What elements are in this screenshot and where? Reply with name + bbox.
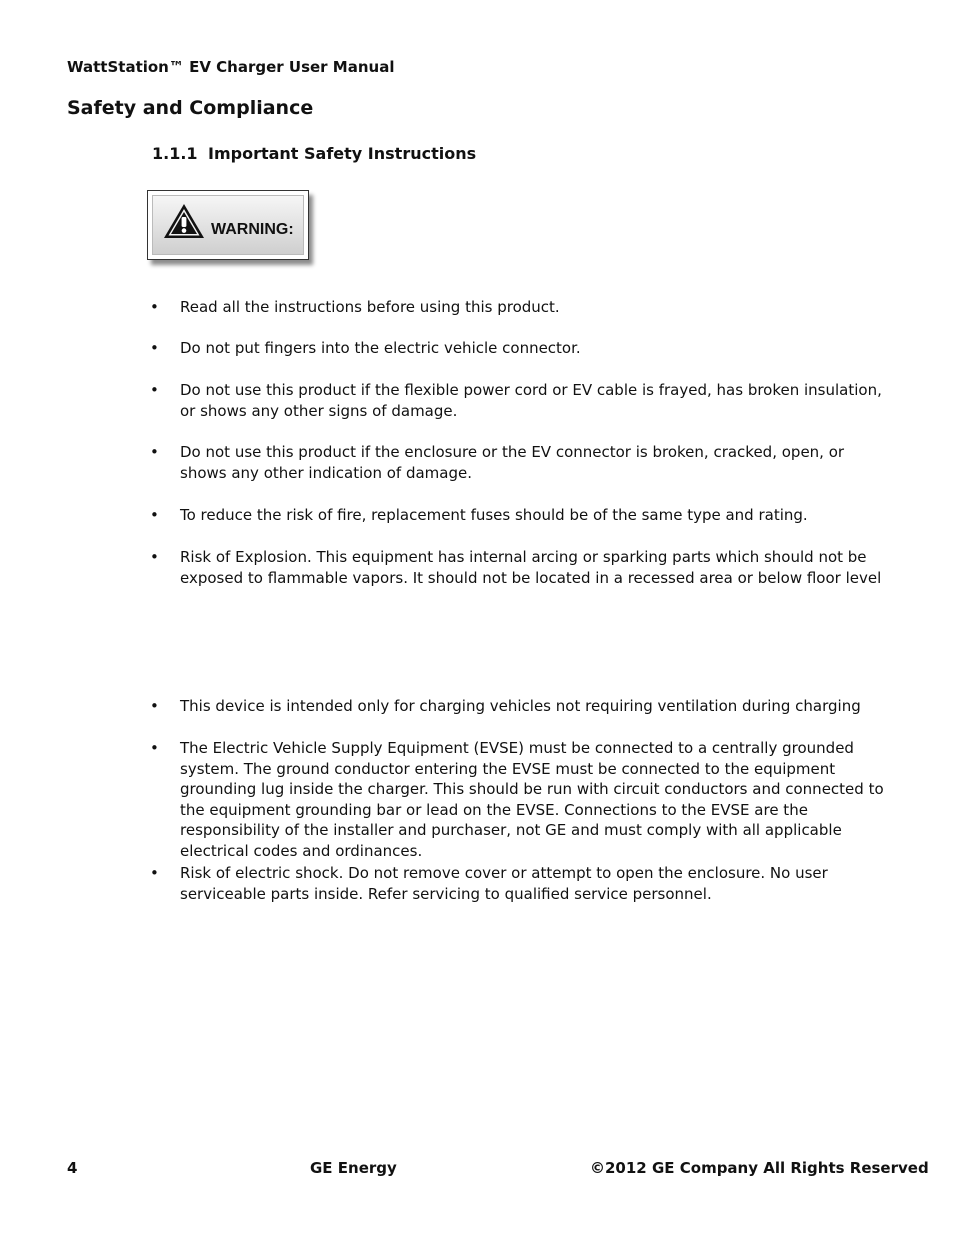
bullet-icon: • — [150, 506, 159, 524]
warning-triangle-icon — [163, 203, 205, 239]
list-item-text: Do not put fingers into the electric vehicle connector. — [180, 339, 581, 357]
warning-box — [147, 190, 309, 260]
subsection-number: 1.1.1 — [152, 144, 198, 163]
bullet-icon: • — [150, 864, 159, 882]
list-item — [150, 863, 890, 904]
list-item-text: Do not use this product if the flexible power cord or EV cable is frayed, has broken insulation, or shows any other signs of damage. — [180, 381, 882, 420]
list-item — [150, 547, 890, 588]
section-title: Safety and Compliance — [67, 97, 314, 119]
list-item — [150, 696, 890, 717]
list-item-text: Read all the instructions before using this product. — [180, 298, 560, 316]
warning-label: WARNING: — [211, 221, 294, 238]
bullet-icon: • — [150, 443, 159, 461]
list-item-text: To reduce the risk of fire, replacement fuses should be of the same type and rating. — [180, 506, 808, 524]
list-item — [150, 738, 890, 861]
subsection-heading — [152, 144, 476, 163]
list-item — [150, 297, 890, 318]
manual-title: WattStation™ EV Charger User Manual — [67, 58, 395, 76]
list-item-text: Risk of electric shock. Do not remove cover or attempt to open the enclosure. No user serviceable parts inside. Refer servicing to qualified service personnel. — [180, 864, 828, 903]
list-item — [150, 505, 890, 526]
bullet-icon: • — [150, 697, 159, 715]
bullet-icon: • — [150, 339, 159, 357]
footer-company: GE Energy — [310, 1159, 397, 1177]
subsection-title: Important Safety Instructions — [208, 144, 477, 163]
list-item-text: Do not use this product if the enclosure or the EV connector is broken, cracked, open, or shows any other indication of damage. — [180, 443, 845, 482]
list-item — [150, 380, 890, 421]
list-item — [150, 338, 890, 359]
bullet-icon: • — [150, 381, 159, 399]
bullet-icon: • — [150, 548, 159, 566]
footer-copyright: ©2012 GE Company All Rights Reserved — [590, 1159, 929, 1177]
bullet-icon: • — [150, 298, 159, 316]
warning-panel — [152, 195, 304, 255]
bullet-icon: • — [150, 739, 159, 757]
list-item-text: The Electric Vehicle Supply Equipment (EVSE) must be connected to a centrally grounded system. The ground conductor entering the EVSE must be connected to the equipment grounding lug inside the charger. This should be run with circuit conductors and connected to the equipment grounding bar or lead on the EVSE. Connections to the EVSE are the responsibility of the installer and purchaser, not GE and must comply with all applicable electrical codes and ordinances. — [180, 739, 884, 860]
list-item — [150, 442, 890, 483]
list-item-text: Risk of Explosion. This equipment has internal arcing or sparking parts which should not be exposed to flammable vapors. It should not be located in a recessed area or below floor level — [180, 548, 882, 587]
footer-page-number: 4 — [67, 1159, 78, 1177]
list-item-text: This device is intended only for charging vehicles not requiring ventilation during charging — [180, 697, 861, 715]
